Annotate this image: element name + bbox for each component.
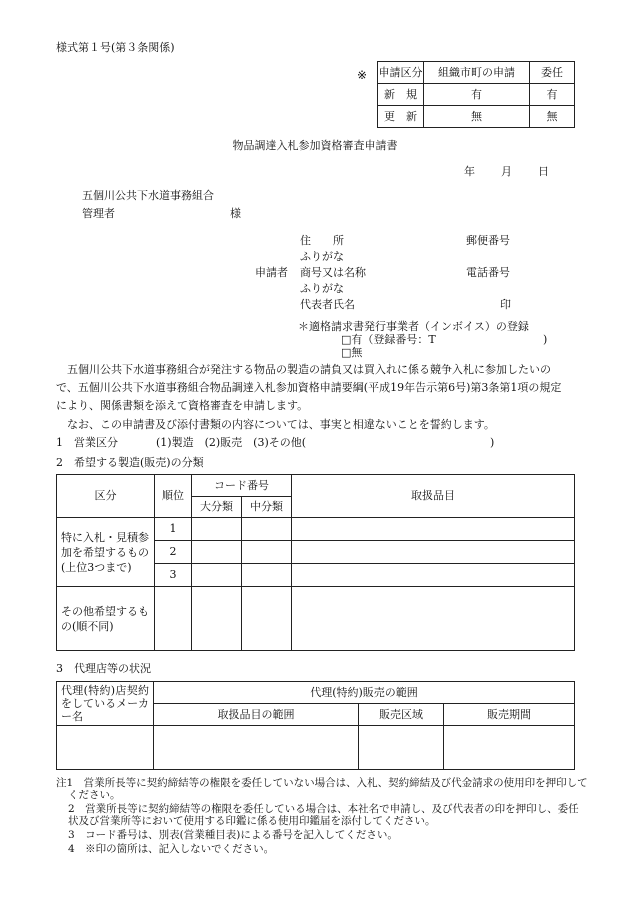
classification-table — [56, 474, 575, 651]
other-rank — [155, 587, 192, 651]
priority-category-label: 特に入札・見積参加を希望するもの(上位3つまで) — [57, 518, 155, 587]
date-month: 月 — [501, 165, 512, 178]
header-application-type: 申請区分 — [378, 62, 424, 84]
header-municipal-application: 組織市町の申請 — [424, 62, 530, 84]
rank-1-minor — [242, 518, 292, 541]
row-renew-label: 更 新 — [378, 106, 424, 128]
office-use-mark: ※ — [357, 68, 368, 82]
rank-1-major — [192, 518, 242, 541]
rank-1-items — [292, 518, 575, 541]
classification-header-category: 区分 — [57, 475, 155, 518]
addressee-honorific: 様 — [230, 207, 241, 220]
rank-2-major — [192, 541, 242, 564]
agency-header-sales-area: 販売区域 — [359, 704, 444, 726]
applicant-label: 申請者 — [255, 266, 288, 279]
header-delegation: 委任 — [530, 62, 575, 84]
applicant-representative-label: 代表者氏名 — [300, 298, 355, 311]
rank-3: 3 — [155, 564, 192, 587]
document-title: 物品調達入札参加資格審査申請書 — [232, 139, 398, 152]
invoice-registration-title: ＊適格請求書発行事業者（インボイス）の登録 — [298, 320, 529, 333]
invoice-registration-no: □無 — [341, 346, 363, 359]
addressee-manager: 管理者 — [82, 207, 115, 220]
classification-header-items: 取扱品目 — [292, 475, 575, 518]
rank-2: 2 — [155, 541, 192, 564]
row-new-label: 新 規 — [378, 84, 424, 106]
rank-3-major — [192, 564, 242, 587]
classification-header-code: コード番号 — [192, 475, 292, 497]
agency-maker-cell — [57, 726, 154, 770]
other-minor — [242, 587, 292, 651]
classification-header-rank: 順位 — [155, 475, 192, 518]
rank-3-minor — [242, 564, 292, 587]
agency-header-maker: 代理(特約)店契約をしているメーカー名 — [57, 682, 154, 726]
other-items — [292, 587, 575, 651]
section1-label: 1 営業区分 — [56, 436, 118, 449]
rank-1: 1 — [155, 518, 192, 541]
agency-header-item-range: 取扱品目の範囲 — [154, 704, 359, 726]
other-category-label: その他希望するもの(順不同) — [57, 587, 155, 651]
agency-sales-area-cell — [359, 726, 444, 770]
note-1: 注1 営業所長等に契約締結等の権限を委任していない場合は、入札、契約締結及び代金請求の使用印を押印してください。 — [56, 777, 588, 801]
applicant-furigana-2: ふりがな — [300, 282, 344, 295]
row-new-municipal: 有 — [424, 84, 530, 106]
invoice-registration-yes-close: ) — [543, 333, 548, 346]
applicant-phone-label: 電話番号 — [466, 266, 510, 279]
classification-header-major: 大分類 — [192, 497, 242, 518]
note-4: 4 ※印の箇所は、記入しないでください。 — [68, 843, 275, 855]
agency-header-sales-period: 販売期間 — [444, 704, 575, 726]
date-year: 年 — [464, 165, 475, 178]
rank-2-minor — [242, 541, 292, 564]
section1-close: ) — [490, 436, 495, 449]
applicant-address-label: 住 所 — [300, 234, 344, 247]
applicant-furigana-1: ふりがな — [300, 250, 344, 263]
agency-table — [56, 681, 575, 770]
applicant-trade-name-label: 商号又は名称 — [300, 266, 366, 279]
section3-label: 3 代理店等の状況 — [56, 662, 151, 675]
row-renew-delegation: 無 — [530, 106, 575, 128]
form-number: 様式第１号(第３条関係) — [56, 41, 175, 54]
other-major — [192, 587, 242, 651]
row-renew-municipal: 無 — [424, 106, 530, 128]
addressee-org: 五個川公共下水道事務組合 — [82, 189, 214, 202]
section1-options: (1)製造 (2)販売 (3)その他( — [156, 436, 307, 449]
body-paragraph-1: 五個川公共下水道事務組合が発注する物品の製造の請負又は買入れに係る競争入札に参加したいので、五個川公共下水道事務組合物品調達入札参加資格申請要綱(平成19年告示第6号)第3条第1項の規定により、関係書類を添えて資格審査を申請します。 — [56, 363, 562, 412]
section2-label: 2 希望する製造(販売)の分類 — [56, 456, 204, 469]
applicant-seal-mark: 印 — [500, 298, 511, 311]
row-new-delegation: 有 — [530, 84, 575, 106]
agency-header-scope: 代理(特約)販売の範囲 — [154, 682, 575, 704]
rank-2-items — [292, 541, 575, 564]
agency-sales-period-cell — [444, 726, 575, 770]
date-day: 日 — [538, 165, 549, 178]
note-3: 3 コード番号は、別表(営業種目表)による番号を記入してください。 — [68, 829, 398, 841]
rank-3-items — [292, 564, 575, 587]
body-paragraph-2: なお、この申請書及び添付書類の内容については、事実と相違ないことを誓約します。 — [67, 418, 495, 431]
invoice-registration-yes: □有（登録番号：T — [341, 333, 436, 346]
office-use-table — [377, 61, 575, 128]
classification-header-minor: 中分類 — [242, 497, 292, 518]
applicant-postal-label: 郵便番号 — [466, 234, 510, 247]
agency-item-range-cell — [154, 726, 359, 770]
note-2: 2 営業所長等に契約締結等の権限を委任している場合は、本社名で申請し、及び代表者の印を押印し、委任状及び営業所等において使用する印鑑に係る使用印鑑届を添付してください。 — [68, 803, 579, 827]
